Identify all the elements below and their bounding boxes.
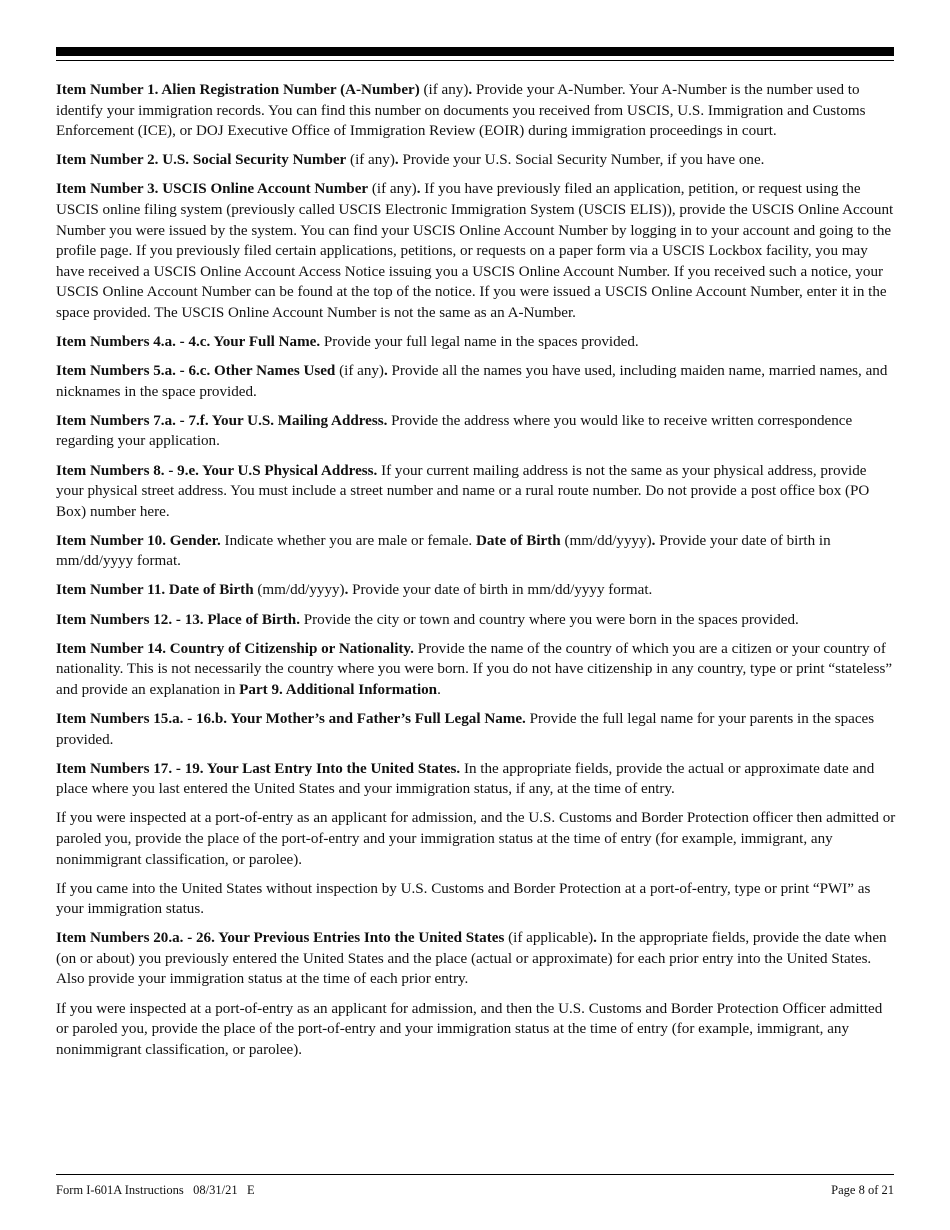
instruction-paragraph-11 xyxy=(56,639,896,701)
body-text: (if any) xyxy=(335,363,384,380)
body-text: (if applicable) xyxy=(504,930,594,947)
bold-text: Item Numbers 7.a. - 7.f. Your U.S. Mailing Address. xyxy=(56,412,388,429)
body-text: If you came into the United States without inspection by U.S. Customs and Border Protection at a port-of-entry, type or print “PWI” as your immigration status. xyxy=(56,880,871,918)
bold-text: Item Number 11. Date of Birth xyxy=(56,582,254,599)
instruction-paragraph-15 xyxy=(56,879,896,920)
bold-text: Part 9. Additional Information xyxy=(239,681,438,698)
bold-text: Item Numbers 17. - 19. Your Last Entry Into the United States. xyxy=(56,760,461,777)
body-text: (if any) xyxy=(368,181,417,198)
body-text: Provide your date of birth in mm/dd/yyyy format. xyxy=(56,532,831,570)
body-text: . xyxy=(437,681,441,698)
bold-text: Date of Birth xyxy=(475,532,561,549)
bold-text: . xyxy=(593,930,597,947)
body-text: (mm/dd/yyyy) xyxy=(253,582,345,599)
instruction-paragraph-16 xyxy=(56,928,896,990)
body-text: Provide the address where you would like to receive written correspondence regarding your application. xyxy=(56,412,853,450)
footer-rule xyxy=(56,1174,894,1175)
bold-text: . xyxy=(344,582,349,599)
bold-text: Item Number 10. Gender. xyxy=(56,532,221,549)
body-text: If you were inspected at a port-of-entry as an applicant for admission, and the U.S. Customs and Border Protection officer then admitted or paroled you, provide the place of the port-of-entry and your immigration status at the time of entry (for example, immigrant, any nonimmigrant classification, or parolee). xyxy=(56,810,896,868)
footer-form-id: Form I-601A Instructions 08/31/21 E xyxy=(56,1183,255,1197)
bold-text: Item Numbers 5.a. - 6.c. Other Names Used xyxy=(56,363,336,380)
body-text: Provide the city or town and country where you were born in the spaces provided. xyxy=(299,611,799,628)
instruction-paragraph-9 xyxy=(56,580,896,601)
bold-text: . xyxy=(383,363,388,380)
bold-text: Item Number 2. U.S. Social Security Number xyxy=(56,152,347,169)
body-text: Provide all the names you have used, including maiden name, married names, and nicknames in the space provided. xyxy=(56,363,888,400)
body-text: (if any) xyxy=(346,152,395,169)
body-text: If you were inspected at a port-of-entry as an applicant for admission, and then the U.S. Customs and Border Protection Officer admitted or paroled you, provide the place of the port-of-entry and your immigration status at the time of entry (for example, immigrant, any nonimmigrant classification, or parolee). xyxy=(56,1000,883,1058)
body-text: Provide your A-Number. Your A-Number is the number used to identify your immigration records. You can find this number on documents you received from USCIS, U.S. Immigration and Customs Enforcement (ICE), or DOJ Executive Office of Immigration Review (EOIR) during immigration proceedings in court. xyxy=(56,82,866,140)
instruction-paragraph-1 xyxy=(56,80,896,142)
bold-text: Item Numbers 12. - 13. Place of Birth. xyxy=(56,611,300,628)
body-text: Provide your U.S. Social Security Number, if you have one. xyxy=(398,152,765,169)
bold-text: . xyxy=(394,152,399,169)
instruction-paragraph-3 xyxy=(56,179,896,323)
instruction-paragraph-10 xyxy=(56,610,896,631)
bold-text: Item Number 3. USCIS Online Account Number xyxy=(56,181,369,198)
body-text: Indicate whether you are male or female. xyxy=(220,532,476,549)
bold-text: Item Numbers 4.a. - 4.c. Your Full Name. xyxy=(56,334,321,351)
bold-text: Item Number 14. Country of Citizenship or Nationality. xyxy=(56,640,414,657)
instruction-paragraph-7 xyxy=(56,461,896,523)
footer-page-number: Page 8 of 21 xyxy=(831,1183,894,1197)
instruction-paragraph-14 xyxy=(56,808,896,870)
body-text: Provide your full legal name in the spaces provided. xyxy=(320,334,639,351)
instruction-paragraph-12 xyxy=(56,709,896,750)
bold-text: Item Number 1. Alien Registration Number (A-Number) xyxy=(56,82,420,98)
bold-text: Item Numbers 8. - 9.e. Your U.S Physical Address. xyxy=(56,462,378,479)
body-text: In the appropriate fields, provide the date when (on or about) you previously entered the United States and the place (actual or approximate) for each prior entry into the United States. Also provide your immigration status at the time of each prior entry. xyxy=(56,930,887,988)
header-thick-rule xyxy=(56,47,894,56)
instruction-paragraph-4 xyxy=(56,332,896,353)
bold-text: Item Numbers 15.a. - 16.b. Your Mother’s and Father’s Full Legal Name. xyxy=(56,710,526,727)
bold-text: . xyxy=(416,181,421,198)
body-text: Provide your date of birth in mm/dd/yyyy format. xyxy=(348,582,653,599)
instruction-paragraph-8 xyxy=(56,531,896,572)
instructions-body xyxy=(56,80,896,1069)
body-text: Provide the full legal name for your parents in the spaces provided. xyxy=(56,710,875,748)
body-text: In the appropriate fields, provide the actual or approximate date and place where you last entered the United States and your immigration status, if any, at the time of entry. xyxy=(56,760,875,798)
body-text: If you have previously filed an application, petition, or request using the USCIS online filing system (previously called USCIS Electronic Immigration System (USCIS ELIS)), provide the USCIS Online Account Number you were issued by the system. You can find your USCIS Online Account Number by logging in to your account and going to the profile page. If you previously filed certain applications, petitions, or requests on a paper form via a USCIS Lockbox facility, you may have received a USCIS Online Account Access Notice issuing you a USCIS Online Account Number. If you received such a notice, your USCIS Online Account Number can be found at the top of the notice. If you were issued a USCIS Online Account Number, enter it in the space provided. The USCIS Online Account Number is not the same as an A-Number. xyxy=(56,181,894,321)
instruction-paragraph-5 xyxy=(56,361,896,402)
instruction-paragraph-6 xyxy=(56,411,896,452)
body-text: If your current mailing address is not the same as your physical address, provide your physical street address. You must include a street number and name or a rural route number. Do not provide a post office box (PO Box) number here. xyxy=(56,462,870,520)
bold-text: Item Numbers 20.a. - 26. Your Previous Entries Into the United States xyxy=(56,930,505,947)
instruction-paragraph-17 xyxy=(56,999,896,1061)
body-text: (if any) xyxy=(419,82,469,98)
body-text: Provide the name of the country of which you are a citizen or your country of nationality. This is not necessarily the country where you were born. If you do not have citizenship in any country, type or print “stateless” and provide an explanation in xyxy=(56,640,893,698)
header-thin-rule xyxy=(56,60,894,61)
bold-text: . xyxy=(651,532,656,549)
instruction-paragraph-13 xyxy=(56,759,896,800)
body-text: (mm/dd/yyyy) xyxy=(560,532,652,549)
instruction-paragraph-2 xyxy=(56,150,896,171)
bold-text: . xyxy=(468,82,473,98)
